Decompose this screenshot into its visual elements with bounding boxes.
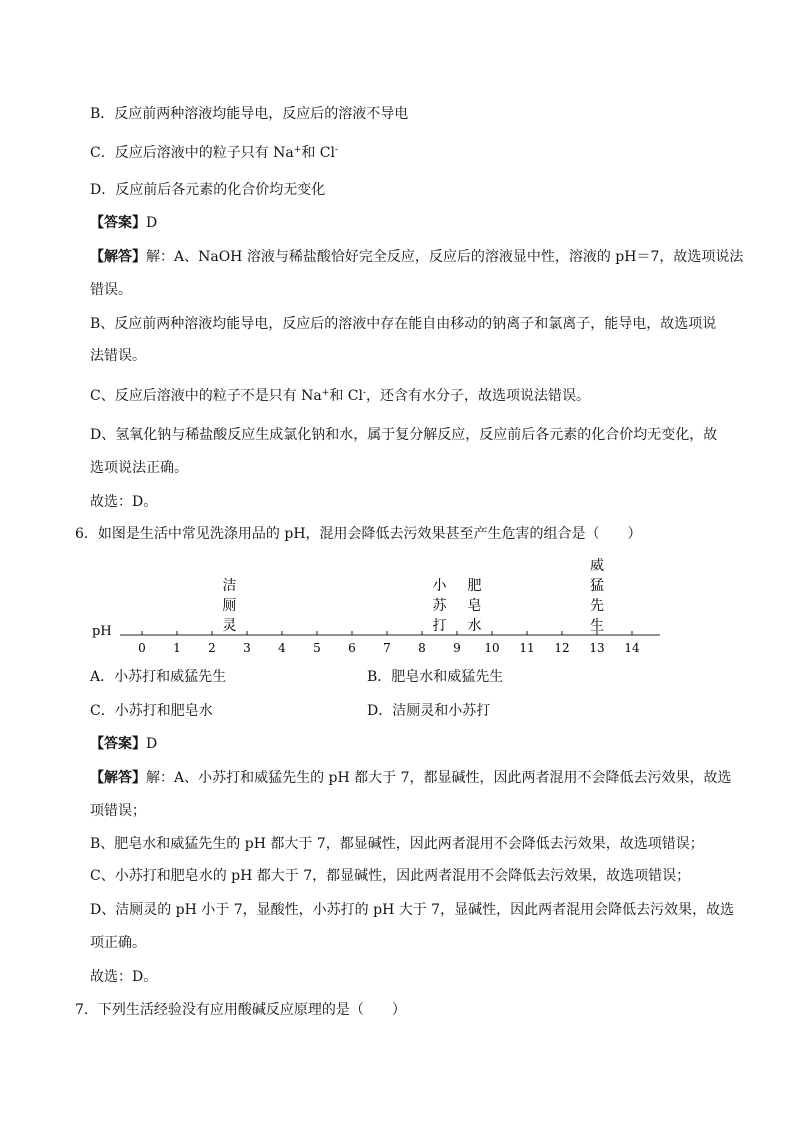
q7-question: 7．下列生活经验没有应用酸碱反应原理的是（ ）: [75, 1002, 406, 1018]
ph-tick-label: 4: [278, 641, 286, 655]
q5-analysis-c-mid: 和 Cl: [329, 388, 363, 404]
q5-answer: [90, 213, 157, 233]
ph-item-char: 威: [590, 558, 604, 574]
ph-tick-label: 9: [453, 641, 461, 655]
ph-tick-label: 5: [313, 641, 321, 655]
ph-item-char: 苏: [432, 598, 447, 614]
q6-analysis-c: C、小苏打和肥皂水的 pH 都大于 7，都显碱性，因此两者混用不会降低去污效果，故选项错误；: [90, 868, 691, 884]
q5-option-b: B．反应前两种溶液均能导电，反应后的溶液不导电: [90, 106, 409, 122]
q5-analysis-c-post: ，还含有水分子，故选项说法错误。: [366, 388, 590, 404]
ph-item-3: [590, 557, 604, 634]
q6-analysis-a1-text: 解：A、小苏打和威猛先生的 pH 都大于 7，都显碱性，因此两者混用不会降低去污效果，故选: [146, 770, 732, 786]
q5-analysis-d2: 选项说法正确。: [90, 460, 188, 476]
q6-answer-value: D: [146, 736, 158, 752]
ph-scale-diagram: [90, 555, 670, 655]
q6-option-b: B．肥皂水和威猛先生: [367, 669, 504, 685]
q5-analysis-d1: D、氢氧化钠与稀盐酸反应生成氯化钠和水，属于复分解反应，反应前后各元素的化合价均无变化，故: [90, 427, 718, 443]
q6-analysis-a1: [90, 768, 732, 788]
q5-option-c: [90, 143, 338, 163]
ph-tick-label: 6: [348, 641, 356, 655]
q6-analysis-a2: 项错误；: [90, 803, 146, 819]
ph-tick-label: 12: [554, 641, 570, 655]
ph-item-char: 先: [590, 598, 604, 614]
q5-answer-tag: 【答案】: [90, 215, 146, 231]
ph-tick-label: 7: [383, 641, 391, 655]
q5-analysis-a1: [90, 247, 743, 267]
ph-item-2: [468, 578, 482, 634]
q6-analysis-d1: D、洁厕灵的 pH 小于 7，显酸性，小苏打的 pH 大于 7，显碱性，因此两者混用会降低去污效果，故选: [90, 902, 735, 918]
q6-option-c: C．小苏打和肥皂水: [90, 703, 213, 719]
ph-item-char: 小: [432, 578, 447, 594]
q5-analysis-b1: B、反应前两种溶液均能导电，反应后的溶液中存在能自由移动的钠离子和氯离子，能导电，故选项说: [90, 316, 717, 332]
q5-final: 故选：D。: [90, 494, 158, 510]
ph-item-0: [223, 577, 237, 634]
q5-analysis-c-pre: C、反应后溶液中的粒子不是只有 Na: [90, 388, 322, 404]
q6-answer: [90, 734, 157, 754]
q5-analysis-c-sup2: -: [362, 388, 366, 398]
ph-tick-label: 10: [484, 641, 500, 655]
ph-tick-label: 1: [173, 641, 181, 655]
q5-analysis-c: [90, 386, 590, 406]
ph-tick-label: 2: [208, 641, 216, 655]
q6-analysis-b: B、肥皂水和威猛先生的 pH 都大于 7，都显碱性，因此两者混用不会降低去污效果，故选项错误；: [90, 836, 704, 852]
ph-item-char: 厕: [222, 598, 237, 614]
q5-analysis-c-sup1: +: [321, 388, 330, 398]
q5-analysis-b2: 法错误。: [90, 348, 146, 364]
q5-option-c-text: C．反应后溶液中的粒子只有 Na: [90, 145, 294, 161]
ph-tick-label: 3: [243, 641, 251, 655]
ph-axis-label: pH: [92, 624, 112, 639]
q6-answer-tag: 【答案】: [90, 736, 146, 752]
ph-item-char: 生: [590, 618, 604, 634]
q6-question: 6．如图是生活中常见洗涤用品的 pH，混用会降低去污效果甚至产生危害的组合是（ ）: [75, 526, 642, 542]
q5-option-c-sup2: -: [334, 145, 338, 155]
q5-answer-value: D: [146, 215, 158, 231]
ph-item-char: 水: [467, 618, 482, 634]
ph-tick-label: 0: [138, 641, 146, 655]
ph-item-char: 皂: [467, 598, 482, 614]
ph-item-char: 肥: [467, 578, 482, 594]
ph-tick-label: 13: [589, 641, 605, 655]
ph-item-char: 打: [432, 618, 447, 634]
ph-item-char: 洁: [222, 578, 237, 594]
ph-item-1: [433, 578, 448, 634]
q5-option-d: D．反应前后各元素的化合价均无变化: [90, 182, 326, 198]
q6-option-d: D．洁厕灵和小苏打: [367, 703, 491, 719]
ph-tick-label: 8: [418, 641, 426, 655]
q5-option-c-mid: 和 Cl: [301, 145, 335, 161]
ph-tick-label: 11: [519, 641, 535, 655]
ph-item-char: 灵: [222, 618, 237, 634]
q5-analysis-a2: 错误。: [90, 282, 132, 298]
ph-item-char: 猛: [590, 578, 604, 594]
q5-analysis-tag: 【解答】: [90, 249, 146, 265]
ph-items: [223, 557, 605, 634]
q5-analysis-a1-text: 解：A、NaOH 溶液与稀盐酸恰好完全反应，反应后的溶液显中性，溶液的 pH＝7，故选项说法: [146, 249, 744, 265]
ph-tick-label: 14: [624, 641, 640, 655]
q6-analysis-d2: 项正确。: [90, 935, 146, 951]
q5-option-c-sup1: +: [293, 145, 302, 155]
q6-option-a: A．小苏打和威猛先生: [90, 669, 227, 685]
q6-analysis-tag: 【解答】: [90, 770, 146, 786]
q6-final: 故选：D。: [90, 969, 158, 985]
